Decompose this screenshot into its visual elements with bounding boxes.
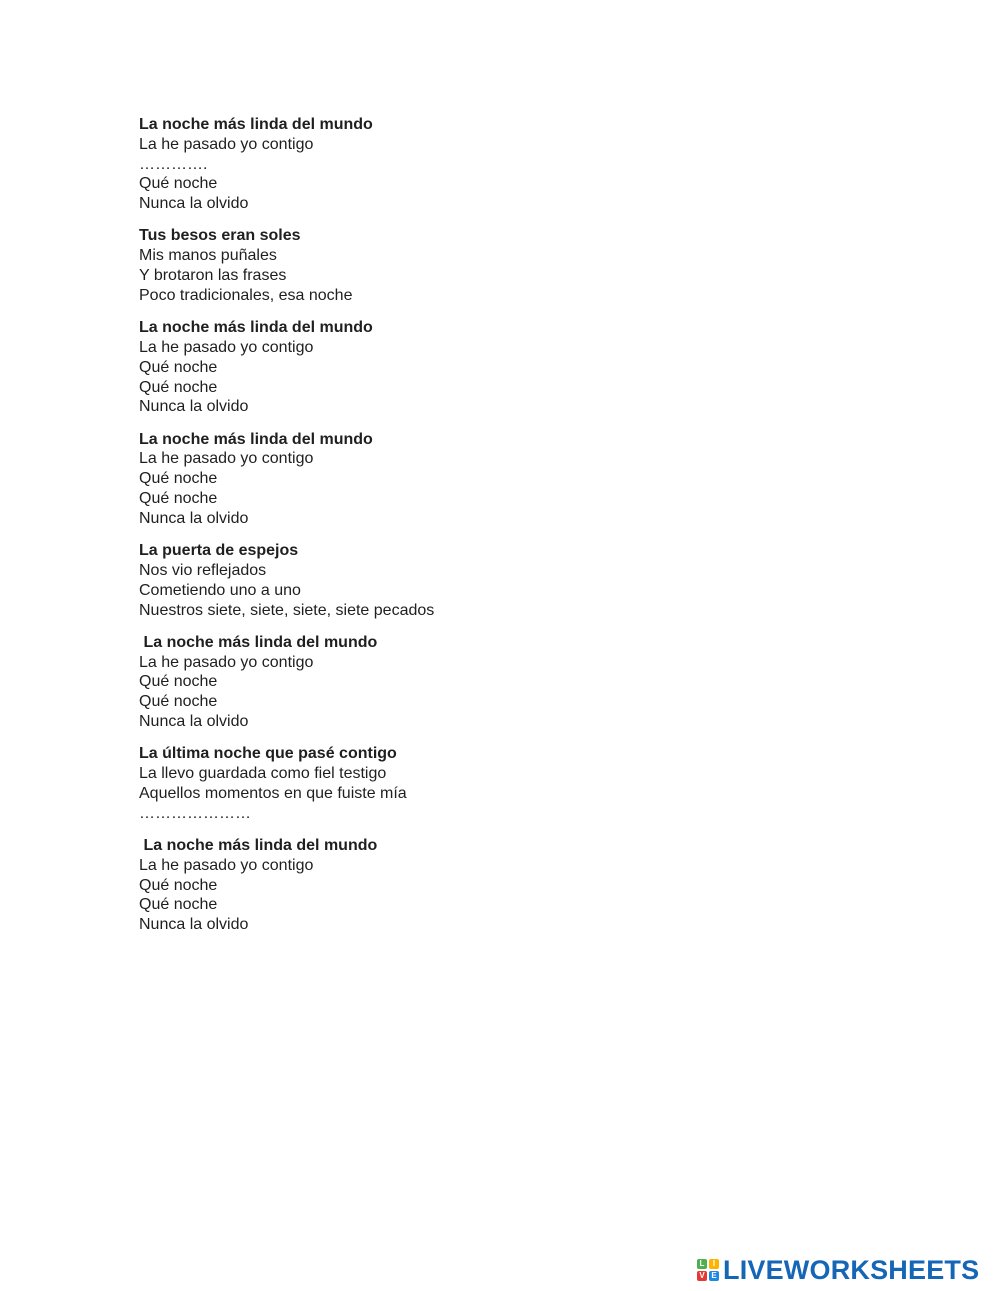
- lyric-line: La he pasado yo contigo: [139, 653, 314, 671]
- lyric-line: Qué noche: [139, 896, 218, 914]
- stanza-heading-line: La noche más linda del mundo: [139, 319, 373, 337]
- lyric-line: …………………: [139, 804, 251, 822]
- stanza: [139, 430, 839, 529]
- lyric-line: La he pasado yo contigo: [139, 338, 314, 356]
- lyric-line: Qué noche: [139, 358, 218, 376]
- lyric-line: Nunca la olvido: [139, 916, 249, 934]
- lyric-line: Poco tradicionales, esa noche: [139, 286, 353, 304]
- logo-mark-tile: V: [697, 1271, 707, 1281]
- logo-mark-tile: L: [697, 1259, 707, 1269]
- lyric-line: Nunca la olvido: [139, 195, 249, 213]
- lyric-line: Nuestros siete, siete, siete, siete pecados: [139, 601, 435, 619]
- lyric-line: Nunca la olvido: [139, 509, 249, 527]
- lyric-line: Qué noche: [139, 470, 218, 488]
- stanza: [139, 318, 839, 417]
- lyric-line: Qué noche: [139, 876, 218, 894]
- lyric-line: Qué noche: [139, 175, 218, 193]
- stanza: [139, 744, 839, 823]
- stanza: [139, 836, 839, 935]
- lyrics-document: [139, 115, 839, 947]
- liveworksheets-logo: [697, 1256, 979, 1284]
- stanza-heading-line: Tus besos eran soles: [139, 227, 301, 245]
- lyric-line: La he pasado yo contigo: [139, 135, 314, 153]
- lyric-line: Qué noche: [139, 673, 218, 691]
- logo-text: LIVEWORKSHEETS: [723, 1255, 980, 1285]
- lyric-line: Y brotaron las frases: [139, 267, 287, 285]
- stanza: [139, 226, 839, 305]
- logo-mark-tile: I: [709, 1259, 719, 1269]
- lyric-line: Aquellos momentos en que fuiste mía: [139, 784, 407, 802]
- stanza-heading-line: La noche más linda del mundo: [139, 837, 378, 854]
- lyric-line: Nos vio reflejados: [139, 561, 267, 579]
- stanza: [139, 541, 839, 620]
- stanza-heading-line: La noche más linda del mundo: [139, 633, 378, 651]
- stanza-heading-line: La puerta de espejos: [139, 542, 299, 560]
- lyric-line: Nunca la olvido: [139, 713, 249, 731]
- lyric-line: La he pasado yo contigo: [139, 856, 314, 874]
- liveworksheets-logo-icon: [697, 1259, 719, 1281]
- lyric-line: Mis manos puñales: [139, 247, 277, 265]
- lyric-line: ………….: [139, 155, 208, 173]
- lyric-line: La he pasado yo contigo: [139, 450, 314, 468]
- lyric-line: Qué noche: [139, 693, 218, 711]
- lyric-line: La llevo guardada como fiel testigo: [139, 765, 387, 783]
- logo-mark-tile: E: [709, 1271, 719, 1281]
- lyric-line: Cometiendo uno a uno: [139, 581, 301, 599]
- stanza: [139, 115, 839, 214]
- stanza-heading-line: La noche más linda del mundo: [139, 430, 373, 448]
- lyric-line: Nunca la olvido: [139, 398, 249, 416]
- stanza: [139, 633, 839, 732]
- lyric-line: Qué noche: [139, 490, 218, 508]
- stanza-heading-line: La última noche que pasé contigo: [139, 745, 397, 763]
- stanza-heading-line: La noche más linda del mundo: [139, 116, 373, 133]
- lyric-line: Qué noche: [139, 378, 218, 396]
